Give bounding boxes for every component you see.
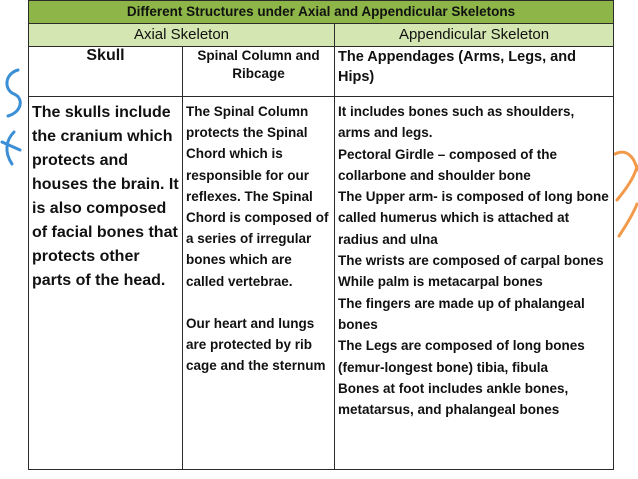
appendages-description-cell xyxy=(335,97,614,470)
table-title: Different Structures under Axial and Appendicular Skeletons xyxy=(29,1,614,24)
appendages-line: The fingers are made up of phalangeal bones xyxy=(338,295,585,332)
appendages-line: It includes bones such as shoulders, arms and legs. xyxy=(338,104,575,141)
appendicular-skeleton-header: Appendicular Skeleton xyxy=(335,24,614,47)
skull-description-cell xyxy=(29,97,183,470)
appendages-line: Bones at foot includes ankle bones, metatarsus, and phalangeal bones xyxy=(338,380,569,418)
right-doodle-decoration xyxy=(613,140,638,250)
spinal-description-cell xyxy=(183,97,335,470)
axial-skeleton-header: Axial Skeleton xyxy=(29,24,335,47)
skull-description: The skulls include the cranium which protects and houses the brain. It is also composed of facial bones that protects other parts of the head. xyxy=(32,104,179,289)
appendages-line: The Legs are composed of long bones (femur-longest bone) tibia, fibula xyxy=(338,338,585,375)
skull-column-header: Skull xyxy=(29,47,183,97)
appendages-line: Pectoral Girdle – composed of the collarbone and shoulder bone xyxy=(338,146,558,183)
ribcage-description: Our heart and lungs are protected by rib cage and the sternum xyxy=(186,315,326,374)
left-doodle-decoration xyxy=(0,60,30,170)
skeleton-structures-table xyxy=(28,0,614,470)
appendages-line: The wrists are composed of carpal bones xyxy=(338,253,604,269)
spinal-column-description: The Spinal Column protects the Spinal Chord which is responsible for our reflexes. The Spinal Chord is composed of a series of irregular bones which are called vertebrae. xyxy=(186,104,329,289)
appendages-column-header: The Appendages (Arms, Legs, and Hips) xyxy=(335,47,614,97)
appendages-line: The Upper arm- is composed of long bone called humerus which is attached at radius and ulna xyxy=(338,189,609,247)
appendages-line: While palm is metacarpal bones xyxy=(338,274,543,290)
spinal-column-header: Spinal Column and Ribcage xyxy=(183,47,335,97)
